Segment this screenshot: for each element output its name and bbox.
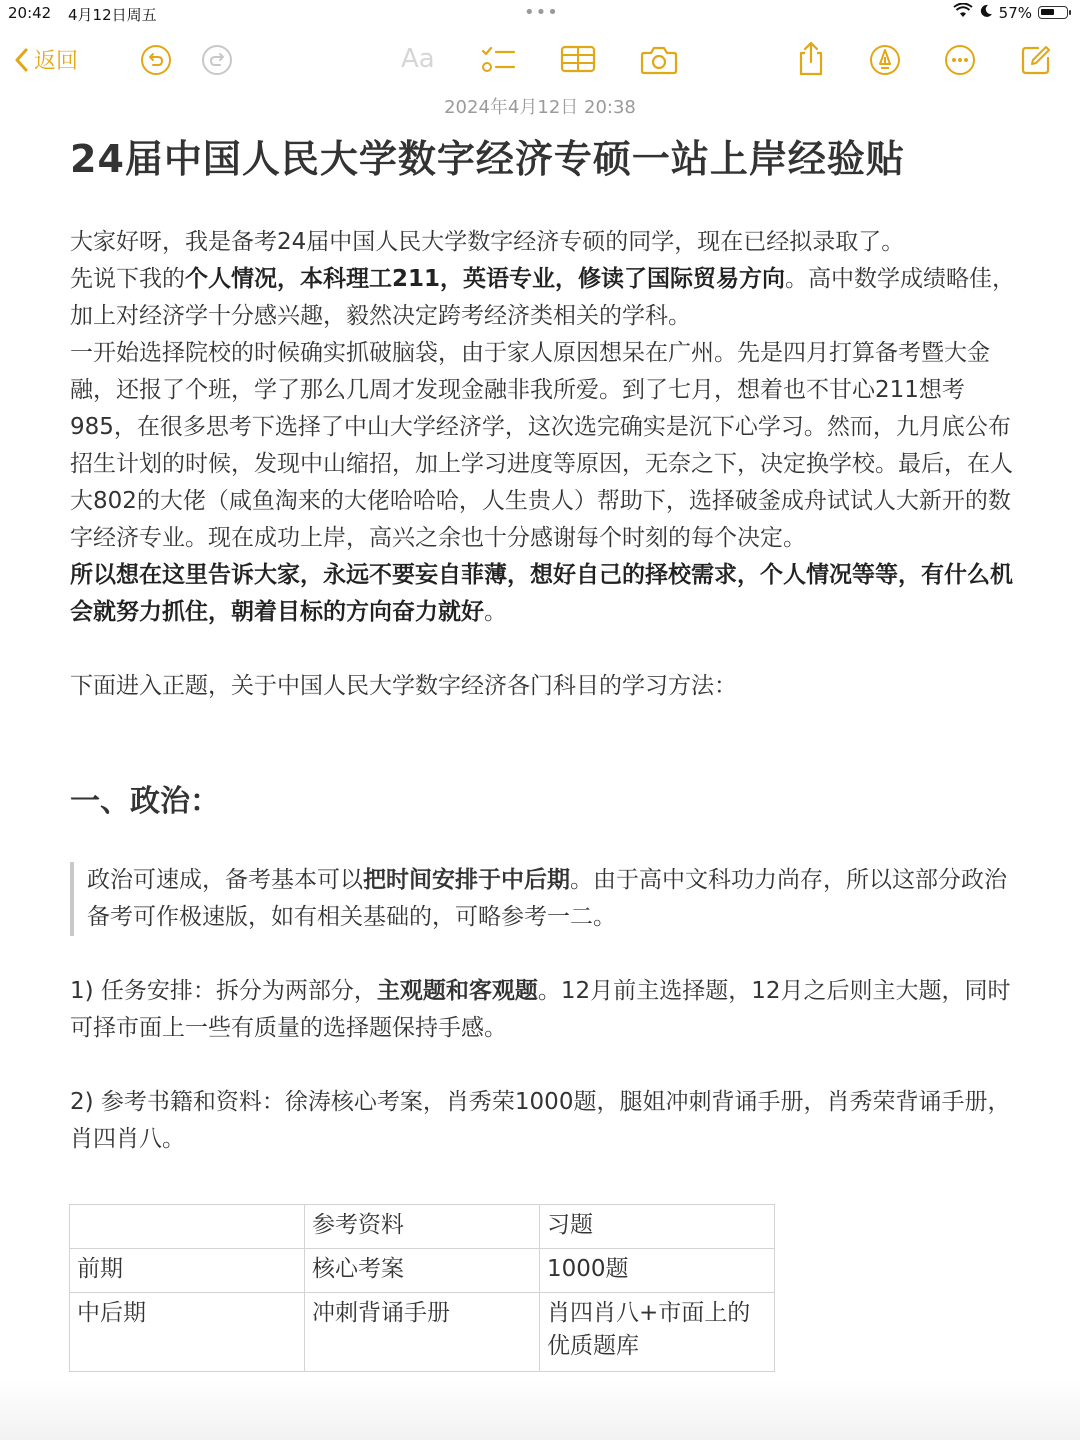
back-button[interactable]: [14, 44, 78, 75]
redo-icon: [201, 44, 233, 76]
compose-icon: [1020, 44, 1052, 76]
more-icon: [944, 44, 976, 76]
multitasking-dots[interactable]: •••: [524, 2, 559, 23]
pen-tip-icon: [869, 44, 901, 76]
table-row: [70, 1249, 775, 1293]
table-cell[interactable]: 核心考案: [305, 1249, 540, 1293]
note-title[interactable]: 24届中国人民大学数字经济专硕一站上岸经验贴: [70, 137, 905, 181]
table-button[interactable]: [560, 44, 596, 74]
table-row: [70, 1293, 775, 1372]
reference-table[interactable]: [69, 1204, 775, 1372]
intro-paragraph-3: 一开始选择院校的时候确实抓破脑袋，由于家人原因想呆在广州。先是四月打算备考暨大金融，还报了个班，学了那么几周才发现金融非我所爱。到了七月，想着也不甘心211想考985，在很多思考下选择了中山大学经济学，这次选完确实是沉下心学习。然而，九月底公布招生计划的时候，发现中山缩招，加上学习进度等原因，无奈之下，决定换学校。最后，在人大802的大佬（咸鱼淘来的大佬哈哈哈，人生贵人）帮助下，选择破釜成舟试试人大新开的数字经济专业。现在成功上岸，高兴之余也十分感谢每个时刻的每个决定。: [70, 340, 1013, 551]
camera-icon: [640, 44, 678, 76]
bottom-fade: [0, 1380, 1080, 1440]
table-cell[interactable]: [70, 1205, 305, 1249]
undo-icon: [140, 44, 172, 76]
intro-paragraph-2: 先说下我的个人情况，本科理工211，英语专业，修读了国际贸易方向。高中数学成绩略佳，加上对经济学十分感兴趣，毅然决定跨考经济类相关的学科。: [70, 266, 1016, 329]
politics-quote-block[interactable]: 政治可速成，备考基本可以把时间安排于中后期。由于高中文科功力尚存，所以这部分政治备考可作极速版，如有相关基础的，可略参考一二。: [70, 862, 1020, 936]
camera-button[interactable]: [640, 44, 678, 76]
battery-level: [1041, 9, 1054, 15]
table-cell[interactable]: 冲刺背诵手册: [305, 1293, 540, 1372]
markup-button[interactable]: [869, 44, 901, 76]
note-date: 2024年4月12日 20:38: [444, 97, 636, 118]
redo-button[interactable]: [201, 44, 233, 76]
moon-icon: [979, 4, 993, 22]
battery-percent: 57%: [998, 3, 1032, 22]
chevron-left-icon: [14, 48, 28, 72]
politics-item-2[interactable]: 2) 参考书籍和资料：徐涛核心考案，肖秀荣1000题，腿姐冲刺背诵手册，肖秀荣背诵手册，肖四肖八。: [70, 1089, 1011, 1152]
more-button[interactable]: [944, 44, 976, 76]
status-time: 20:42: [8, 4, 52, 22]
format-button[interactable]: [401, 44, 435, 74]
back-label: 返回: [34, 49, 79, 74]
table-header-row: [70, 1205, 775, 1249]
checklist-icon: [480, 44, 516, 76]
table-cell[interactable]: 前期: [70, 1249, 305, 1293]
table-cell[interactable]: 习题: [540, 1205, 775, 1249]
share-button[interactable]: [796, 40, 826, 76]
table-cell[interactable]: 1000题: [540, 1249, 775, 1293]
note-intro[interactable]: [70, 224, 1020, 705]
intro-paragraph-4: 所以想在这里告诉大家，永远不要妄自菲薄，想好自己的择校需求，个人情况等等，有什么机会就努力抓住，朝着目标的方向奋力就好。: [70, 562, 1013, 625]
status-date: 4月12日周五: [68, 6, 157, 24]
wifi-icon: [953, 3, 973, 22]
format-text-icon: Aa: [401, 44, 435, 74]
table-cell[interactable]: 参考资料: [305, 1205, 540, 1249]
table-cell[interactable]: 肖四肖八+市面上的优质题库: [540, 1293, 775, 1372]
table-cell[interactable]: 中后期: [70, 1293, 305, 1372]
checklist-button[interactable]: [480, 44, 516, 76]
status-bar: [0, 0, 1080, 26]
compose-button[interactable]: [1020, 44, 1052, 76]
transition-paragraph: 下面进入正题，关于中国人民大学数字经济各门科目的学习方法：: [70, 673, 737, 699]
share-icon: [796, 40, 826, 76]
battery-icon: [1038, 6, 1068, 19]
table-icon: [560, 44, 596, 74]
section-heading-politics[interactable]: 一、政治：: [70, 784, 220, 819]
intro-paragraph-1: 大家好呀，我是备考24届中国人民大学数字经济专硕的同学，现在已经拟录取了。: [70, 229, 905, 255]
politics-item-1[interactable]: 1) 任务安排：拆分为两部分，主观题和客观题。12月前主选择题，12月之后则主大题，同时可择市面上一些有质量的选择题保持手感。: [70, 978, 1011, 1041]
status-indicators: [953, 3, 1068, 22]
undo-button[interactable]: [140, 44, 172, 76]
notes-toolbar: [0, 38, 1080, 84]
